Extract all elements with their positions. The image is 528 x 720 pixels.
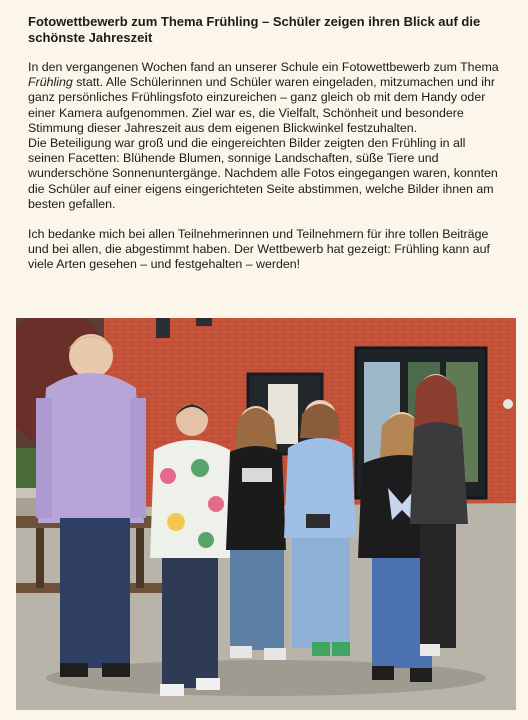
- paragraph-1-text-a: In den vergangenen Wochen fand an unserer Schule ein Fotowettbewerb zum Thema: [28, 60, 499, 74]
- group-photo-illustration: [16, 318, 516, 710]
- paragraph-1: [28, 60, 504, 136]
- paragraph-2: Die Beteiligung war groß und die eingereichten Bilder zeigten den Frühling in all seinen Facetten: Blühende Blumen, sonnige Landschaften, süße Tiere und wunderschöne Sonnenuntergänge. Nachdem alle Fotos eingegangen waren, konnten die Schüler auf einer eigens eingerichteten Seite abstimmen, welche Bilder ihnen am besten gefallen.: [28, 136, 498, 211]
- group-photo: [16, 318, 516, 710]
- article-title: Fotowettbewerb zum Thema Frühling – Schüler zeigen ihren Blick auf die schönste Jahreszeit: [28, 14, 481, 45]
- article: [28, 14, 504, 273]
- paragraph-1-text-b: statt. Alle Schülerinnen und Schüler waren eingeladen, mitzumachen und ihr ganz persönliches Frühlingsfoto einzureichen – ganz gleich ob mit dem Handy oder einer Kamera aufgenommen. Ziel war es, die Vielfalt, Schönheit und besondere Stimmung dieser Jahreszeit aus dem eigenen Blickwinkel festzuhalten.: [28, 75, 495, 135]
- paragraph-3: Ich bedanke mich bei allen Teilnehmerinnen und Teilnehmern für ihre tollen Beiträge und bei allen, die abgestimmt haben. Der Wettbewerb hat gezeigt: Frühling kann auf viele Arten gesehen – und festgehalten – werden!: [28, 227, 490, 272]
- paragraph-1-emphasis: Frühling: [28, 75, 73, 90]
